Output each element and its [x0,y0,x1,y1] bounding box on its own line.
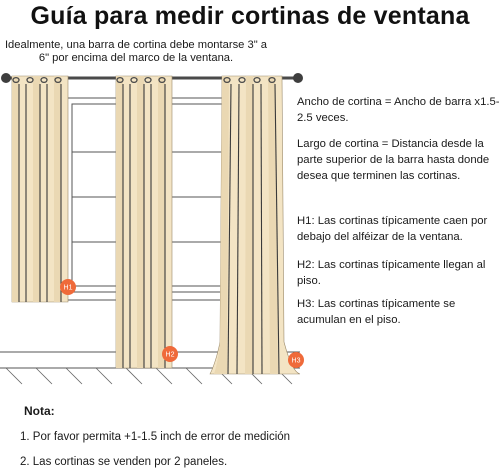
badge-h3-label: H3 [291,357,301,365]
badge-h2-label: H2 [165,351,175,359]
footer-item-error: 1. Por favor permita +1-1.5 inch de error de medición [20,431,291,443]
curtain-panel-h3 [210,76,300,374]
page-title: Guía para medir cortinas de ventana [30,2,470,30]
footer-item-panels: 2. Las cortinas se venden por 2 paneles. [20,456,228,468]
curtain-panel-h2 [116,76,172,368]
footer-heading: Nota: [24,404,55,418]
note-h2: H2: Las cortinas típicamente llegan al piso. [297,259,486,287]
curtain-panel-h1 [12,76,68,302]
note-h1: H1: Las cortinas típicamente caen por debajo del alféizar de la ventana. [297,215,488,243]
badge-h3 [288,352,304,368]
intro-text: Idealmente, una barra de cortina debe montarse 3" a 6" por encima del marco de la ventana. [4,39,268,64]
badge-h1 [60,279,76,295]
badge-h1-label: H1 [63,284,73,292]
note-h3: H3: Las cortinas típicamente se acumulan en el piso. [297,298,456,326]
note-curtain-width: Ancho de cortina = Ancho de barra x1.5-2.5 veces. [297,96,500,124]
curtain-illustration [0,62,310,402]
badge-h2 [162,346,178,362]
note-curtain-length: Largo de cortina = Distancia desde la parte superior de la barra hasta donde desea que terminen las cortinas. [297,138,490,182]
